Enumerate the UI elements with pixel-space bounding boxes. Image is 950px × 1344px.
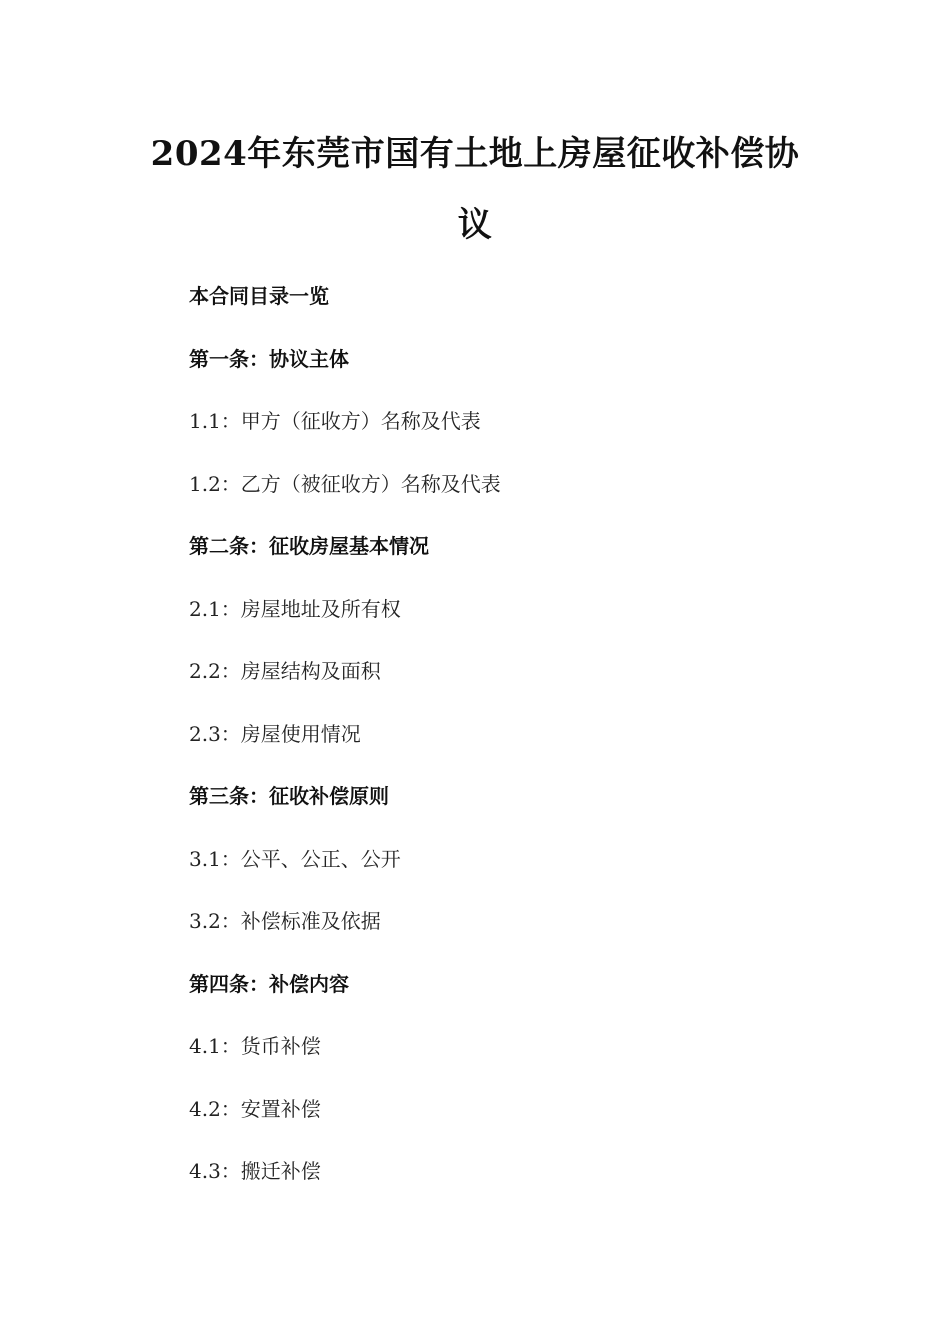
toc-item-4-3: 4.3：搬迁补偿 [189, 1159, 321, 1183]
toc-article-4: 第四条：补偿内容 [189, 971, 349, 996]
toc-article-3: 第三条：征收补偿原则 [189, 784, 389, 808]
document-title-line-1: 2024年东莞市国有土地上房屋征收补偿协 [150, 134, 800, 174]
toc-heading: 本合同目录一览 [189, 284, 329, 308]
table-of-contents [189, 280, 869, 1218]
document-title-line-2: 议 [457, 205, 493, 245]
toc-item-3-2: 3.2：补偿标准及依据 [189, 909, 381, 933]
toc-item-2-1: 2.1：房屋地址及所有权 [189, 596, 401, 621]
toc-item-3-1: 3.1：公平、公正、公开 [189, 846, 401, 871]
toc-item-1-2: 1.2：乙方（被征收方）名称及代表 [189, 471, 501, 496]
toc-item-1-1: 1.1：甲方（征收方）名称及代表 [189, 409, 481, 433]
toc-article-1: 第一条：协议主体 [189, 346, 349, 371]
toc-item-4-2: 4.2：安置补偿 [189, 1096, 321, 1121]
toc-item-2-3: 2.3：房屋使用情况 [189, 721, 361, 746]
toc-item-2-2: 2.2：房屋结构及面积 [189, 659, 381, 683]
toc-item-4-1: 4.1：货币补偿 [189, 1034, 321, 1058]
toc-article-2: 第二条：征收房屋基本情况 [189, 534, 429, 558]
